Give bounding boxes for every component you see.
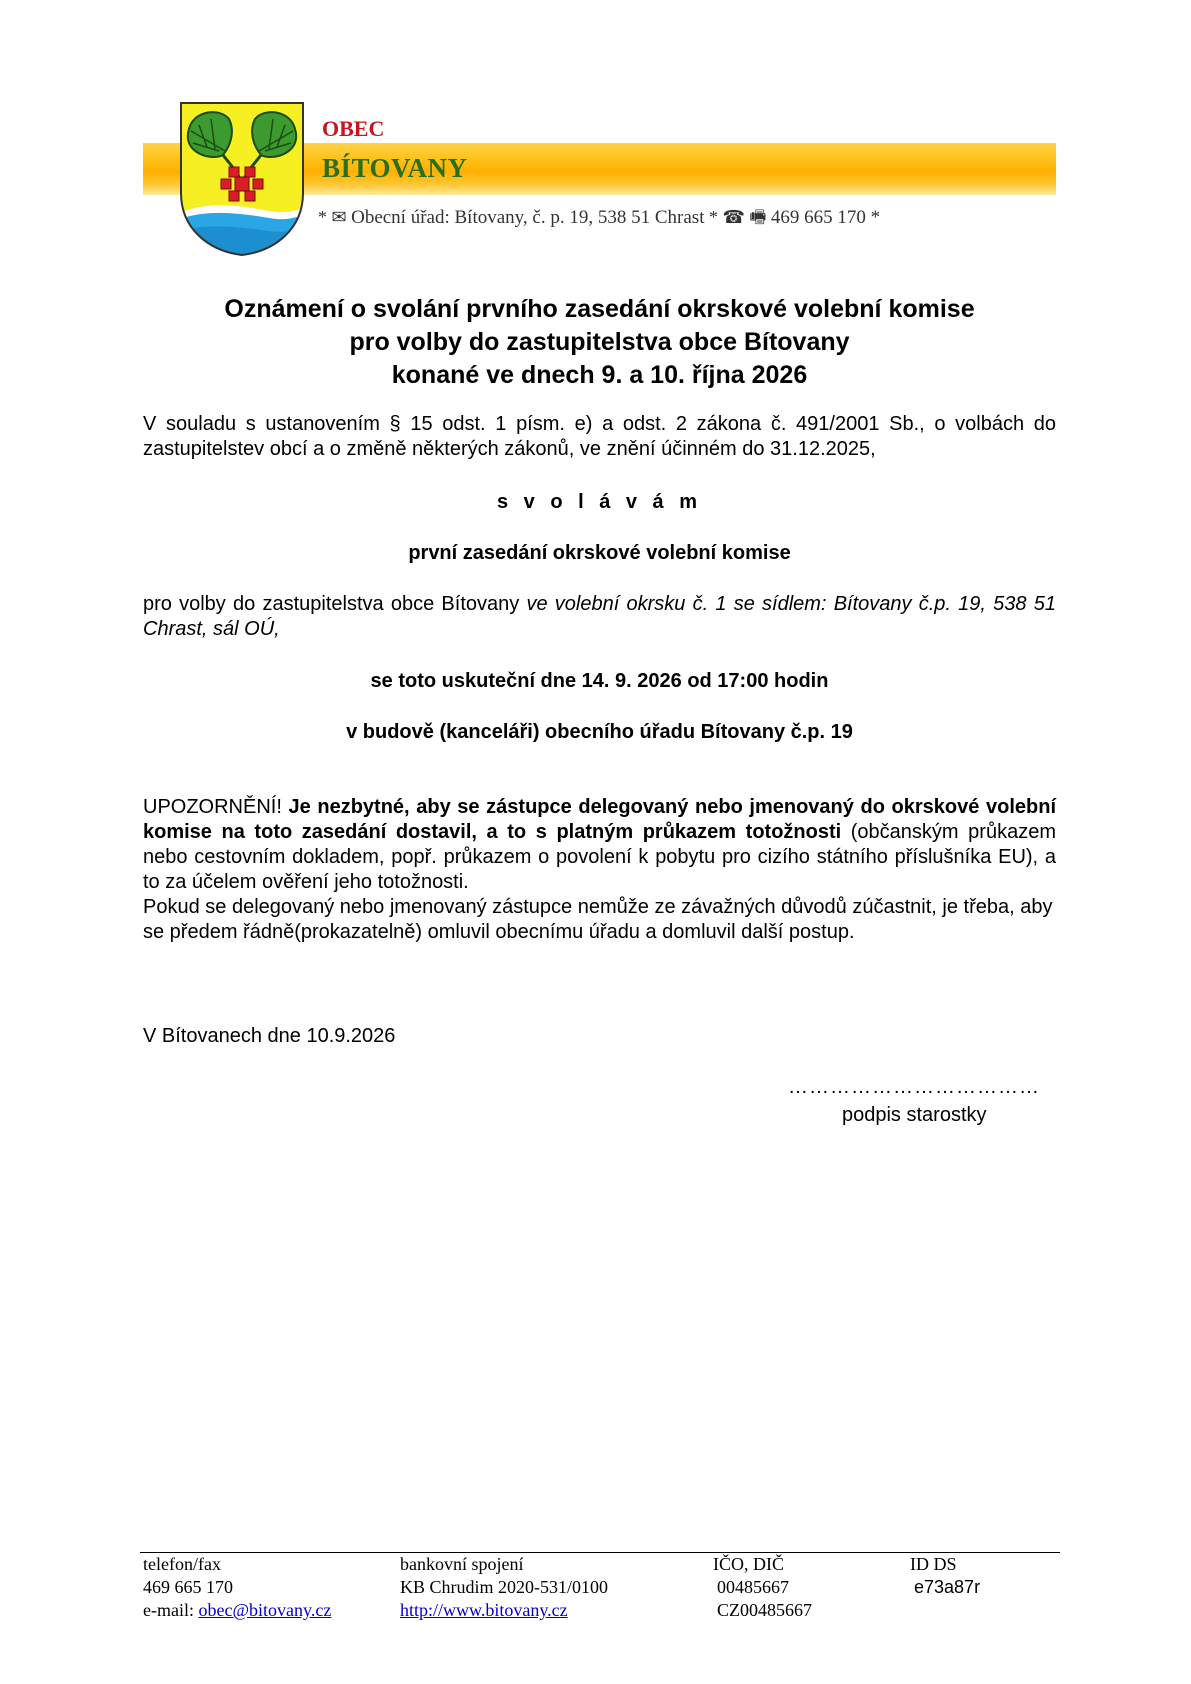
elections-text: pro volby do zastupitelstva obce Bítovany: [143, 593, 527, 615]
footer-website-link[interactable]: http://www.bitovany.cz: [400, 1600, 568, 1620]
footer-email-link[interactable]: obec@bitovany.cz: [198, 1600, 332, 1620]
header-contact-line: [318, 205, 880, 235]
elections-paragraph: [143, 592, 1056, 642]
meeting-place-line: v budově (kanceláři) obecního úřadu Bítovany č.p. 19: [346, 721, 853, 743]
warning-label: UPOZORNĚNÍ!: [143, 796, 289, 818]
title-line-1: Oznámení o svolání prvního zasedání okrskové volební komise: [224, 295, 975, 323]
footer-col-bank: [400, 1553, 608, 1622]
footer-col-ds: [910, 1553, 980, 1599]
footer-bank-heading: bankovní spojení: [400, 1554, 524, 1574]
footer-email-label: e-mail:: [143, 1600, 199, 1620]
header-suffix: *: [865, 207, 881, 228]
signature-line: ………………………………: [788, 1076, 1040, 1098]
header-phone: 469 665 170: [770, 207, 866, 228]
footer-ds-heading: ID DS: [910, 1554, 957, 1574]
title-line-2: pro volby do zastupitelstva obce Bítovany: [349, 328, 850, 356]
footer-email-row: [143, 1599, 331, 1622]
excuse-paragraph: Pokud se delegovaný nebo jmenovaný zástupce nemůže ze závažných důvodů zúčastnit, je třeba, aby se předem řádně(prokazatelně) omluvil obecnímu úřadu a domluvil další postup.: [143, 896, 1053, 943]
municipality-name: BÍTOVANY: [322, 153, 468, 183]
intro-paragraph: V souladu s ustanovením § 15 odst. 1 písm. e) a odst. 2 zákona č. 491/2001 Sb., o volbách do zastupitelstev obcí a o změně některých zákonů, ve znění účinném do 31.12.2025,: [143, 413, 1056, 460]
first-meeting-line: první zasedání okrskové volební komise: [408, 542, 791, 564]
footer-dic-value: CZ00485667: [717, 1600, 813, 1620]
footer-bank-value: KB Chrudim 2020-531/0100: [400, 1577, 609, 1597]
footer-ico-heading: IČO, DIČ: [713, 1554, 784, 1574]
footer-ds-value: e73a87r: [914, 1577, 981, 1597]
phone-icon: * ☎ 🖷: [704, 207, 771, 227]
coat-of-arms-logo: [179, 101, 305, 257]
footer-phone-value: 469 665 170: [143, 1577, 233, 1597]
title-line-3: konané ve dnech 9. a 10. října 2026: [391, 361, 808, 389]
signature-label: podpis starostky: [842, 1104, 987, 1126]
warning-paragraph: [143, 795, 1056, 895]
envelope-icon: * ✉: [318, 207, 352, 227]
svolavam-heading: s v o l á v á m: [496, 491, 703, 513]
footer-ico-value: 00485667: [717, 1577, 789, 1597]
warning-rest-text: (občanským průkazem nebo cestovním dokladem, popř. průkazem o povolení k pobytu pro cizího státního příslušníka EU), a to za účelem ověření jeho totožnosti.: [143, 821, 1056, 893]
header-address: Obecní úřad: Bítovany, č. p. 19, 538 51 Chrast: [351, 207, 705, 228]
elections-location: ve volební okrsku č. 1 se sídlem: Bítovany č.p. 19, 538 51 Chrast, sál OÚ,: [143, 593, 1056, 640]
warning-bold-text: Je nezbytné, aby se zástupce delegovaný nebo jmenovaný do okrskové volební komise na toto zasedání dostavil, a to s platným průkazem totožnosti: [143, 796, 1056, 843]
document-title: [143, 293, 1056, 392]
place-date: V Bítovanech dne 10.9.2026: [143, 1025, 396, 1047]
footer-phone-heading: telefon/fax: [143, 1554, 221, 1574]
footer-col-ico: [713, 1553, 812, 1622]
municipality-label: OBEC: [322, 116, 385, 141]
footer-col-phone: [143, 1553, 331, 1622]
meeting-date-line: se toto uskuteční dne 14. 9. 2026 od 17:00 hodin: [370, 670, 829, 692]
